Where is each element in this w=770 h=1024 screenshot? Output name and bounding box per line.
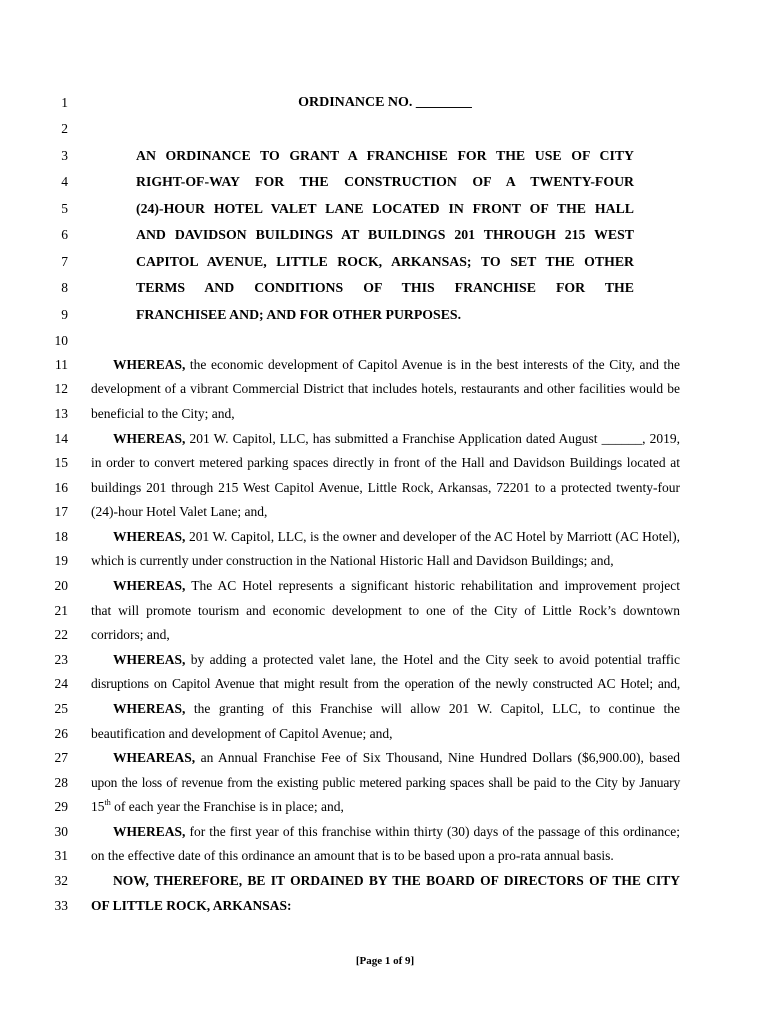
ordinance-title-line: (24)-HOUR HOTEL VALET LANE LOCATED IN FRONT OF THE HALL (136, 201, 634, 216)
ordinance-title-line: AN ORDINANCE TO GRANT A FRANCHISE FOR THE USE OF CITY (136, 148, 634, 163)
line-number: 9 (61, 307, 68, 322)
body-line: beneficial to the City; and, (91, 406, 235, 421)
line-number: 20 (54, 578, 68, 593)
line-number: 24 (54, 676, 68, 691)
whereas-keyword: WHEREAS, (113, 578, 186, 593)
line-number: 12 (54, 381, 68, 396)
line-number: 27 (54, 750, 68, 765)
line-number: 28 (54, 775, 68, 790)
whereas-clause-line (113, 431, 680, 447)
body-line: corridors; and, (91, 627, 170, 642)
whereas-clause-line (113, 701, 680, 717)
clause-text: The AC Hotel represents a significant historic rehabilitation and improvement project (185, 578, 680, 593)
line-number: 29 (54, 799, 68, 814)
body-line: development of a vibrant Commercial District that includes hotels, restaurants and other facilities would be (91, 381, 680, 396)
ordinance-title-line: CAPITOL AVENUE, LITTLE ROCK, ARKANSAS; TO SET THE OTHER (136, 254, 634, 269)
page-footer: [Page 1 of 9] (355, 955, 415, 967)
line-number: 3 (61, 148, 68, 163)
line-number: 23 (54, 652, 68, 667)
line-number: 33 (54, 898, 68, 913)
whereas-keyword: WHEREAS, (113, 357, 186, 372)
line-number: 22 (54, 627, 68, 642)
body-line: upon the loss of revenue from the existing public metered parking spaces shall be paid to the City by January (91, 775, 680, 790)
ordinance-heading: ORDINANCE NO. ________ (298, 95, 472, 110)
ordinance-title-line: TERMS AND CONDITIONS OF THIS FRANCHISE FOR THE (136, 280, 634, 295)
whereas-keyword: WHEREAS, (113, 431, 186, 446)
line-number: 5 (61, 201, 68, 216)
body-line: (24)-hour Hotel Valet Lane; and, (91, 504, 268, 519)
whereas-clause-line (113, 578, 680, 594)
body-line: beautification and development of Capitol Avenue; and, (91, 726, 393, 741)
whereas-keyword: WHEAREAS, (113, 750, 196, 765)
line-number: 32 (54, 873, 68, 888)
line-number: 25 (54, 701, 68, 716)
body-line: which is currently under construction in the National Historic Hall and Davidson Buildings; and, (91, 553, 614, 568)
clause-text: the economic development of Capitol Avenue is in the best interests of the City, and the (185, 357, 680, 372)
line-number: 10 (54, 333, 68, 348)
body-line: in order to convert metered parking spaces directly in front of the Hall and Davidson Buildings located at (91, 455, 680, 470)
date-day: 15 (91, 799, 105, 814)
line-number: 14 (54, 431, 68, 446)
clause-text: 201 W. Capitol, LLC, is the owner and developer of the AC Hotel by Marriott (AC Hotel), (185, 529, 680, 544)
whereas-keyword: WHEREAS, (113, 701, 186, 716)
line-number: 21 (54, 603, 68, 618)
clause-text: 201 W. Capitol, LLC, has submitted a Franchise Application dated August ______, 2019, (185, 431, 680, 446)
line-number: 4 (61, 174, 68, 189)
clause-text: an Annual Franchise Fee of Six Thousand, Nine Hundred Dollars ($6,900.00), based (195, 750, 680, 765)
whereas-clause-line (113, 750, 680, 766)
line-number: 16 (54, 480, 68, 495)
line-number: 19 (54, 553, 68, 568)
body-line: buildings 201 through 215 West Capitol Avenue, Little Rock, Arkansas, 72201 to a protected twenty-four (91, 480, 680, 495)
line-number: 31 (54, 848, 68, 863)
whereas-keyword: WHEREAS, (113, 529, 186, 544)
clause-text: for the first year of this franchise within thirty (30) days of the passage of this ordinance; (185, 824, 680, 839)
body-line: that will promote tourism and economic development to one of the City of Little Rock’s downtown (91, 603, 680, 618)
ordinance-title-line: AND DAVIDSON BUILDINGS AT BUILDINGS 201 THROUGH 215 WEST (136, 227, 634, 242)
ordinance-title-line: RIGHT-OF-WAY FOR THE CONSTRUCTION OF A TWENTY-FOUR (136, 174, 634, 189)
whereas-clause-line (113, 529, 680, 545)
line-number: 6 (61, 227, 68, 242)
whereas-clause-line (113, 824, 680, 840)
line-number: 18 (54, 529, 68, 544)
body-line: on the effective date of this ordinance an amount that is to be based upon a pro-rata annual basis. (91, 848, 614, 863)
line-number: 13 (54, 406, 68, 421)
enacting-clause-line: NOW, THEREFORE, BE IT ORDAINED BY THE BOARD OF DIRECTORS OF THE CITY (113, 873, 680, 888)
line-number: 8 (61, 280, 68, 295)
ordinance-title-line: FRANCHISEE AND; AND FOR OTHER PURPOSES. (136, 307, 462, 322)
ordinal-suffix: th (104, 797, 111, 807)
whereas-clause-line (113, 652, 680, 668)
enacting-clause-line: OF LITTLE ROCK, ARKANSAS: (91, 898, 292, 913)
clause-text: the granting of this Franchise will allow 201 W. Capitol, LLC, to continue the (185, 701, 680, 716)
whereas-keyword: WHEREAS, (113, 824, 186, 839)
line-number: 2 (61, 121, 68, 136)
body-line: disruptions on Capitol Avenue that might result from the operation of the newly constructed AC Hotel; and, (91, 676, 680, 691)
line-number: 7 (61, 254, 68, 269)
line-number: 11 (55, 357, 68, 372)
whereas-clause-line (113, 357, 680, 373)
line-number: 26 (54, 726, 68, 741)
body-line (91, 799, 680, 815)
line-number: 1 (61, 95, 68, 110)
line-number: 30 (54, 824, 68, 839)
line-number: 15 (54, 455, 68, 470)
line-number: 17 (54, 504, 68, 519)
clause-text: of each year the Franchise is in place; and, (110, 799, 344, 814)
whereas-keyword: WHEREAS, (113, 652, 186, 667)
clause-text: by adding a protected valet lane, the Hotel and the City seek to avoid potential traffic (185, 652, 680, 667)
